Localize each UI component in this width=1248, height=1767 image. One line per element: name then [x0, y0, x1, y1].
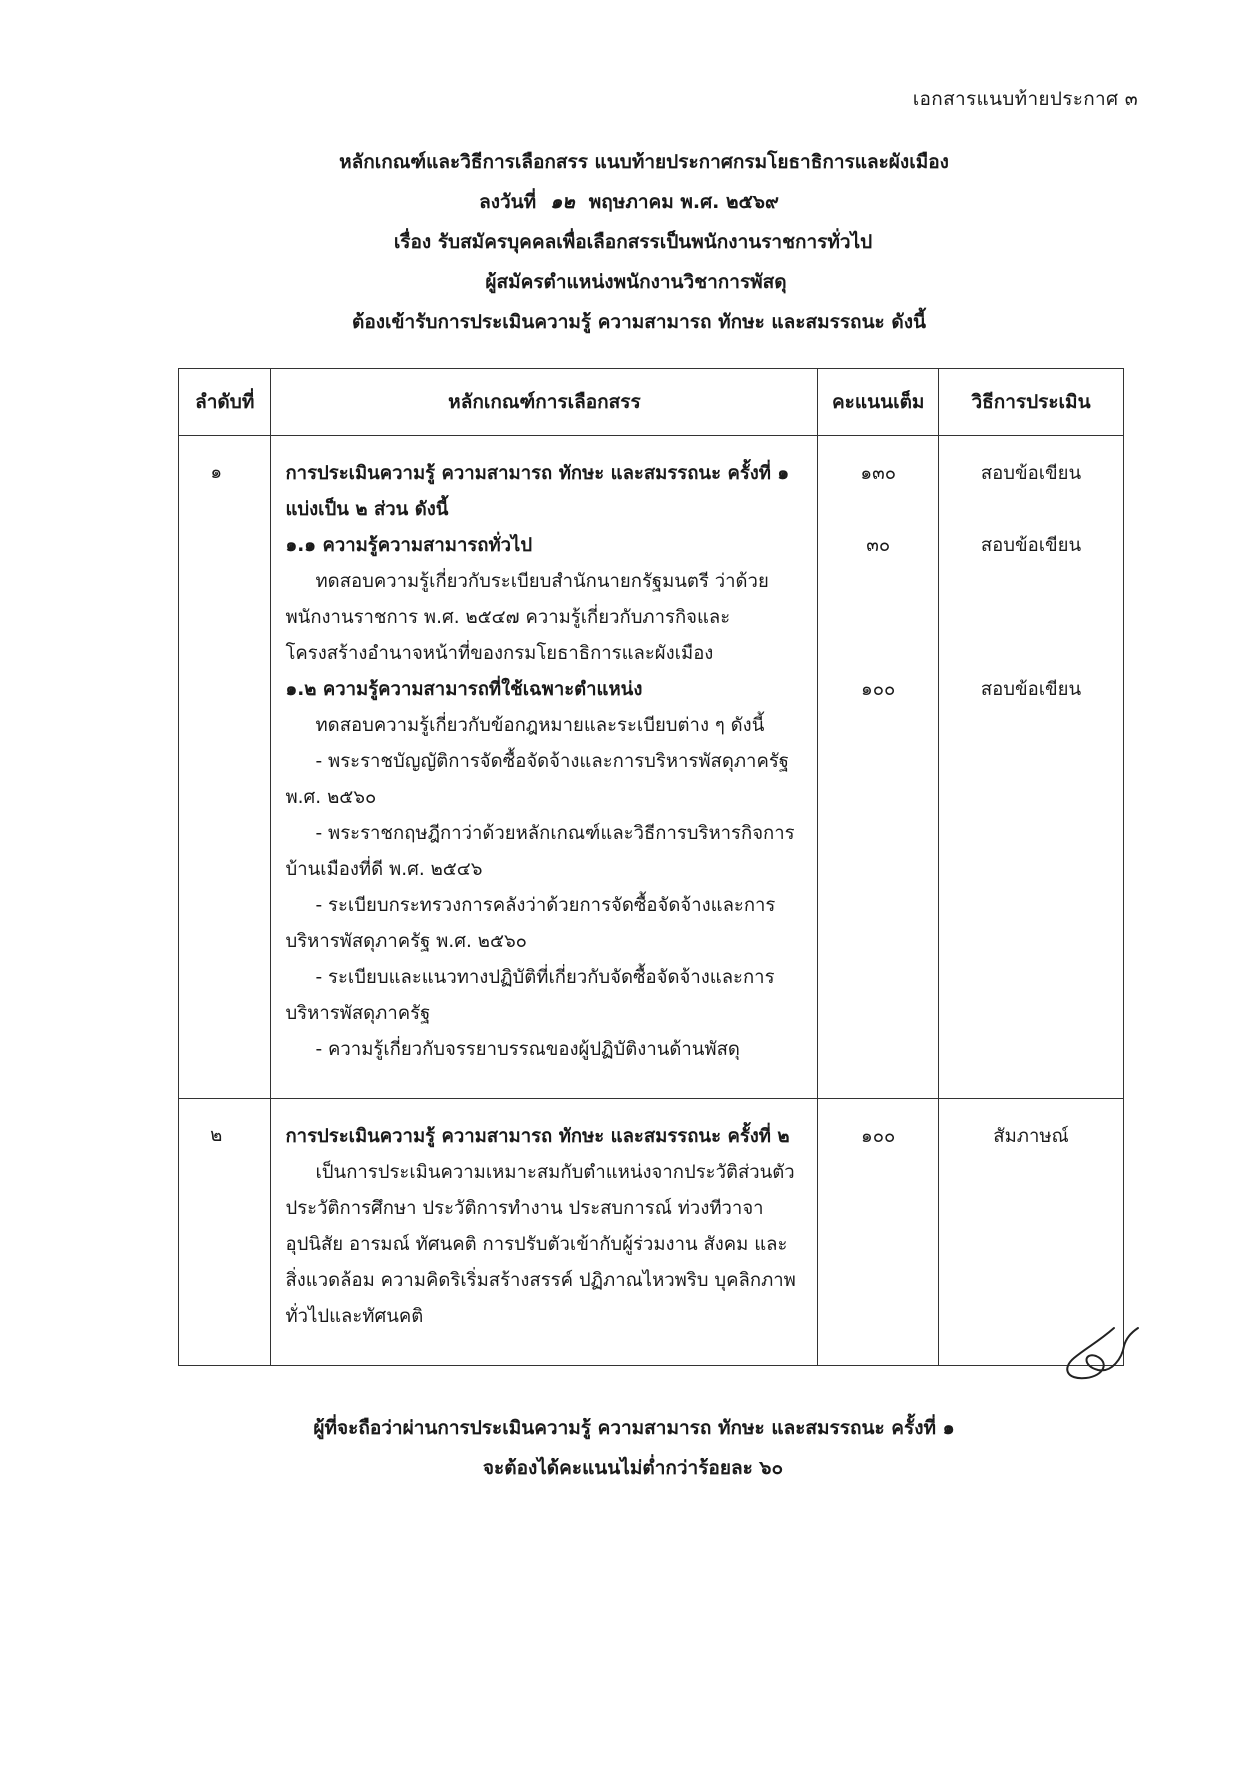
date-month-year: พฤษภาคม พ.ศ. ๒๕๖๙: [588, 191, 779, 213]
header-title: หลักเกณฑ์และวิธีการเลือกสรร แนบท้ายประกาศกรมโยธาธิการและผังเมือง: [339, 151, 949, 173]
col-header-score: คะแนนเต็ม: [818, 369, 939, 436]
row-description: เป็นการประเมินความเหมาะสมกับตำแหน่งจากประวัติส่วนตัว ประวัติการศึกษา ประวัติการทำงาน ประสบการณ์ ท่วงทีวาจา อุปนิสัย อารมณ์ ทัศนคติ การปรับตัวเข้ากับผู้ร่วมงาน สังคม และสิ่งแวดล้อม ความคิดริเริ่มสร้างสรรค์ ปฏิภาณไหวพริบ บุคลิกภาพทั่วไปและทัศนคติ: [285, 1162, 796, 1327]
score-sub1: ๓๐: [866, 535, 891, 556]
list-item: - พระราชบัญญัติการจัดซื้อจัดจ้างและการบริหารพัสดุภาครัฐ พ.ศ. ๒๕๖๐: [285, 751, 789, 808]
list-item: - ระเบียบและแนวทางปฏิบัติที่เกี่ยวกับจัดซื้อจัดจ้างและการบริหารพัสดุภาครัฐ: [285, 967, 775, 1024]
row-criteria: [271, 436, 818, 1099]
handwritten-signature: [1052, 1318, 1142, 1384]
table-row: [179, 1099, 1124, 1366]
score-total: ๑๓๐: [860, 463, 897, 484]
method-total: สอบข้อเขียน: [980, 463, 1082, 484]
row-title: การประเมินความรู้ ความสามารถ ทักษะ และสมรรถนะ ครั้งที่ ๒: [285, 1126, 790, 1147]
col-header-no: ลำดับที่: [179, 369, 271, 436]
row-score: [818, 436, 939, 1099]
header-date: [0, 182, 1248, 222]
row-number: ๑: [179, 436, 271, 1099]
row-method: [939, 436, 1124, 1099]
list-item: - พระราชกฤษฎีกาว่าด้วยหลักเกณฑ์และวิธีการบริหารกิจการบ้านเมืองที่ดี พ.ศ. ๒๕๔๖: [285, 823, 795, 880]
subsection-description: ทดสอบความรู้เกี่ยวกับระเบียบสำนักนายกรัฐมนตรี ว่าด้วยพนักงานราชการ พ.ศ. ๒๕๔๗ ความรู้เกี่ยวกับภารกิจและโครงสร้างอำนาจหน้าที่ของกรมโยธาธิการและผังเมือง: [285, 571, 769, 664]
row-number: ๒: [179, 1099, 271, 1366]
subsection-title: ๑.๒ ความรู้ความสามารถที่ใช้เฉพาะตำแหน่ง: [285, 679, 643, 700]
table-header-row: [179, 369, 1124, 436]
row-criteria: [271, 1099, 818, 1366]
subsection-title: ๑.๑ ความรู้ความสามารถทั่วไป: [285, 535, 533, 556]
row-title: การประเมินความรู้ ความสามารถ ทักษะ และสมรรถนะ ครั้งที่ ๑ แบ่งเป็น ๒ ส่วน ดังนี้: [285, 463, 790, 520]
row-score: ๑๐๐: [818, 1099, 939, 1366]
header-requirement: ต้องเข้ารับการประเมินความรู้ ความสามารถ ทักษะ และสมรรถนะ ดังนี้: [352, 311, 926, 333]
criteria-table: [178, 368, 1124, 1366]
footer-line: ผู้ที่จะถือว่าผ่านการประเมินความรู้ ความสามารถ ทักษะ และสมรรถนะ ครั้งที่ ๑: [313, 1417, 955, 1439]
header-subject: เรื่อง รับสมัครบุคคลเพื่อเลือกสรรเป็นพนักงานราชการทั่วไป: [393, 231, 873, 253]
header-position: ผู้สมัครตำแหน่งพนักงานวิชาการพัสดุ: [485, 271, 787, 293]
list-item: - ความรู้เกี่ยวกับจรรยาบรรณของผู้ปฏิบัติงานด้านพัสดุ: [315, 1039, 740, 1060]
document-footer: [0, 1408, 1248, 1488]
score-sub2: ๑๐๐: [861, 679, 896, 700]
date-prefix: ลงวันที่: [479, 191, 537, 213]
table-row: [179, 436, 1124, 1099]
list-item: - ระเบียบกระทรวงการคลังว่าด้วยการจัดซื้อจัดจ้างและการบริหารพัสดุภาครัฐ พ.ศ. ๒๕๖๐: [285, 895, 776, 952]
method-sub1: สอบข้อเขียน: [980, 535, 1082, 556]
col-header-criteria: หลักเกณฑ์การเลือกสรร: [271, 369, 818, 436]
attachment-label: เอกสารแนบท้ายประกาศ ๓: [912, 88, 1138, 110]
col-header-method: วิธีการประเมิน: [939, 369, 1124, 436]
subsection-description: ทดสอบความรู้เกี่ยวกับข้อกฎหมายและระเบียบต่าง ๆ ดังนี้: [315, 715, 765, 736]
method-sub2: สอบข้อเขียน: [980, 679, 1082, 700]
document-header: [0, 142, 1248, 342]
row-method: สัมภาษณ์: [939, 1099, 1124, 1366]
date-day: ๑๒: [550, 191, 575, 213]
footer-line: จะต้องได้คะแนนไม่ต่ำกว่าร้อยละ ๖๐: [482, 1457, 784, 1479]
